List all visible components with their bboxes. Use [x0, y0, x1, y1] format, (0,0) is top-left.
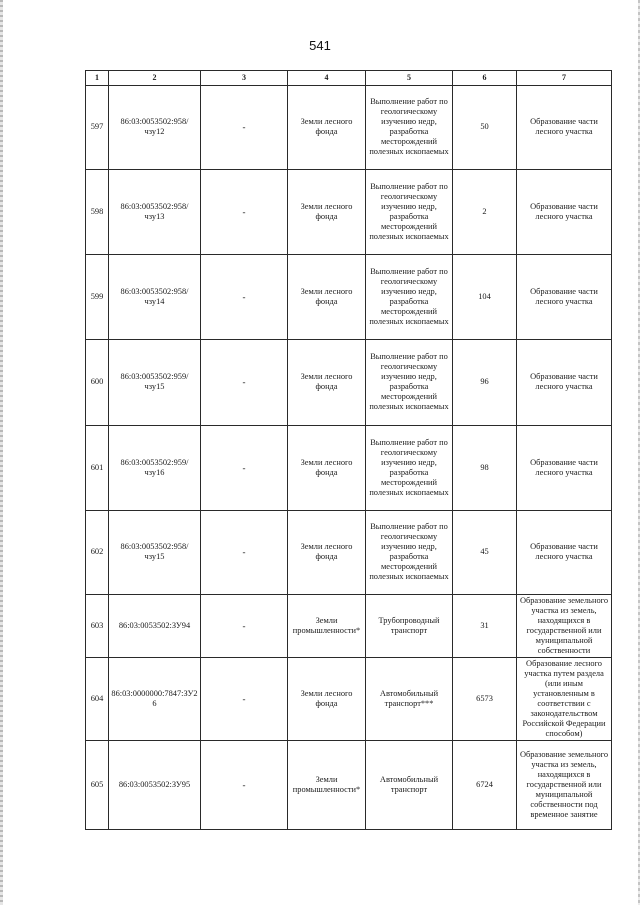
column-3-value: -: [201, 510, 288, 595]
row-number: 604: [86, 658, 109, 741]
note: Образование части лесного участка: [517, 254, 612, 339]
note: Образование части лесного участка: [517, 339, 612, 425]
cadastral-number: 86:03:0053502:ЗУ95: [109, 741, 201, 830]
column-3-value: -: [201, 169, 288, 254]
area-value: 98: [453, 425, 517, 510]
permitted-use: Выполнение работ по геологическому изучению недр, разработка месторождений полезных ископаемых: [366, 510, 453, 595]
column-3-value: -: [201, 741, 288, 830]
col-header-7: 7: [517, 71, 612, 86]
note: Образование части лесного участка: [517, 425, 612, 510]
cadastral-number: 86:03:0053502:959/чзу16: [109, 425, 201, 510]
permitted-use: Выполнение работ по геологическому изучению недр, разработка месторождений полезных ископаемых: [366, 425, 453, 510]
land-category: Земли лесного фонда: [288, 425, 366, 510]
land-category: Земли лесного фонда: [288, 510, 366, 595]
row-number: 602: [86, 510, 109, 595]
table-row: [86, 595, 612, 658]
table-row: [86, 254, 612, 339]
cadastral-number: 86:03:0053502:958/чзу14: [109, 254, 201, 339]
column-3-value: -: [201, 595, 288, 658]
permitted-use: Автомобильный транспорт: [366, 741, 453, 830]
note: Образование земельного участка из земель, находящихся в государственной или муниципальной собственности: [517, 595, 612, 658]
table-row: [86, 741, 612, 830]
table-row: [86, 510, 612, 595]
note: Образование земельного участка из земель, находящихся в государственной или муниципальной собственности под временное занятие: [517, 741, 612, 830]
permitted-use: Выполнение работ по геологическому изучению недр, разработка месторождений полезных ископаемых: [366, 254, 453, 339]
cadastral-number: 86:03:0053502:ЗУ94: [109, 595, 201, 658]
land-category: Земли промышленности*: [288, 595, 366, 658]
land-category: Земли лесного фонда: [288, 339, 366, 425]
permitted-use: Выполнение работ по геологическому изучению недр, разработка месторождений полезных ископаемых: [366, 86, 453, 170]
area-value: 6724: [453, 741, 517, 830]
col-header-2: 2: [109, 71, 201, 86]
area-value: 104: [453, 254, 517, 339]
row-number: 603: [86, 595, 109, 658]
cadastral-number: 86:03:0053502:958/чзу13: [109, 169, 201, 254]
column-3-value: -: [201, 658, 288, 741]
scan-edge-left: [0, 0, 3, 905]
area-value: 6573: [453, 658, 517, 741]
page-number: 541: [309, 38, 331, 53]
header-row: [86, 71, 612, 86]
column-3-value: -: [201, 254, 288, 339]
column-3-value: -: [201, 86, 288, 170]
col-header-1: 1: [86, 71, 109, 86]
row-number: 600: [86, 339, 109, 425]
note: Образование лесного участка путем раздела (или иным установленным в соответствии с законодательством Российской Федерации способом): [517, 658, 612, 741]
cadastral-number: 86:03:0053502:959/чзу15: [109, 339, 201, 425]
note: Образование части лесного участка: [517, 86, 612, 170]
cadastral-number: 86:03:0000000:7847:ЗУ26: [109, 658, 201, 741]
land-category: Земли лесного фонда: [288, 254, 366, 339]
area-value: 31: [453, 595, 517, 658]
column-3-value: -: [201, 425, 288, 510]
column-3-value: -: [201, 339, 288, 425]
area-value: 96: [453, 339, 517, 425]
row-number: 605: [86, 741, 109, 830]
row-number: 597: [86, 86, 109, 170]
land-category: Земли лесного фонда: [288, 658, 366, 741]
table-row: [86, 86, 612, 170]
col-header-3: 3: [201, 71, 288, 86]
note: Образование части лесного участка: [517, 169, 612, 254]
col-header-4: 4: [288, 71, 366, 86]
land-category: Земли лесного фонда: [288, 86, 366, 170]
table-row: [86, 425, 612, 510]
permitted-use: Трубопроводный транспорт: [366, 595, 453, 658]
area-value: 50: [453, 86, 517, 170]
land-category: Земли лесного фонда: [288, 169, 366, 254]
permitted-use: Выполнение работ по геологическому изучению недр, разработка месторождений полезных ископаемых: [366, 169, 453, 254]
cadastral-number: 86:03:0053502:958/чзу12: [109, 86, 201, 170]
land-category: Земли промышленности*: [288, 741, 366, 830]
row-number: 599: [86, 254, 109, 339]
row-number: 601: [86, 425, 109, 510]
table-row: [86, 339, 612, 425]
note: Образование части лесного участка: [517, 510, 612, 595]
col-header-6: 6: [453, 71, 517, 86]
permitted-use: Выполнение работ по геологическому изучению недр, разработка месторождений полезных ископаемых: [366, 339, 453, 425]
table-row: [86, 658, 612, 741]
cadastral-number: 86:03:0053502:958/чзу15: [109, 510, 201, 595]
area-value: 2: [453, 169, 517, 254]
land-plot-table: [85, 70, 612, 830]
row-number: 598: [86, 169, 109, 254]
area-value: 45: [453, 510, 517, 595]
col-header-5: 5: [366, 71, 453, 86]
permitted-use: Автомобильный транспорт***: [366, 658, 453, 741]
table-row: [86, 169, 612, 254]
